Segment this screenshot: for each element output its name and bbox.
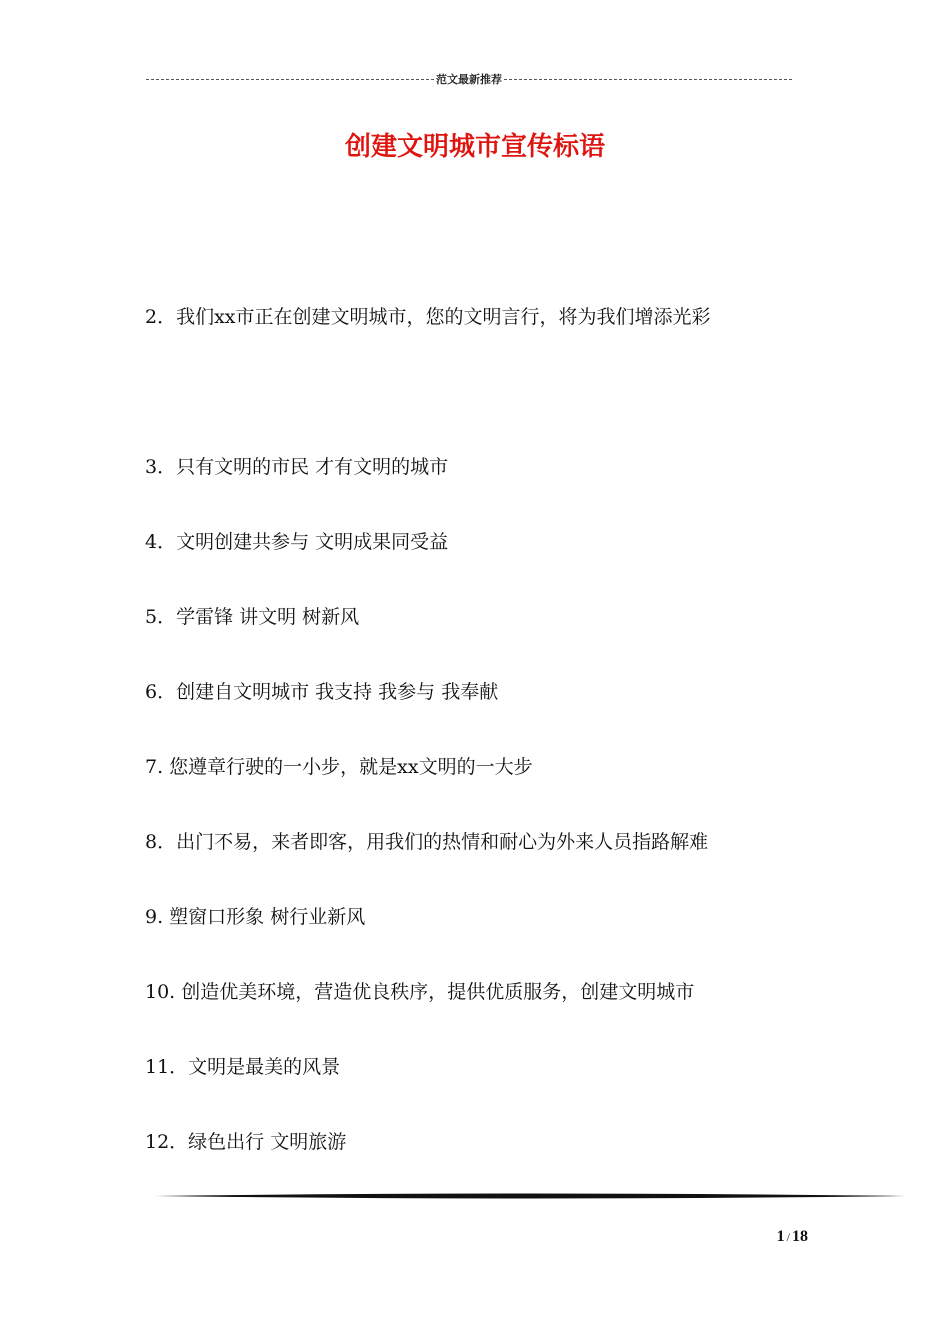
slogan-item: 6．创建自文明城市 我支持 我参与 我奉献 [145,681,499,703]
slogan-item: 2．我们xx市正在创建文明城市，您的文明言行，将为我们增添光彩 [145,306,711,328]
header-dashed-rule-right [504,79,792,80]
slogan-item: 9. 塑窗口形象 树行业新风 [145,906,366,928]
slogan-item: 3．只有文明的市民 才有文明的城市 [145,456,449,478]
document-title: 创建文明城市宣传标语 [344,132,605,162]
slogan-item: 8．出门不易，来者即客，用我们的热情和耐心为外来人员指路解难 [145,831,709,853]
slogan-item: 10. 创造优美环境，营造优良秩序，提供优质服务，创建文明城市 [145,981,695,1003]
slogan-list [145,280,825,1180]
total-pages: 18 [792,1228,808,1245]
slogan-item: 4．文明创建共参与 文明成果同受益 [145,531,449,553]
page-header [146,70,792,88]
slogan-item: 12．绿色出行 文明旅游 [145,1131,347,1153]
slogan-item: 5．学雷锋 讲文明 树新风 [145,606,360,628]
footer-divider [155,1188,905,1204]
current-page: 1 [776,1228,785,1245]
slogan-item: 11．文明是最美的风景 [145,1056,341,1078]
header-dashed-rule-left [146,79,434,80]
page-separator: / [786,1230,790,1244]
slogan-item: 7. 您遵章行驶的一小步，就是xx文明的一大步 [145,756,533,778]
page-number [720,1228,808,1246]
header-label: 范文最新推荐 [436,73,502,86]
